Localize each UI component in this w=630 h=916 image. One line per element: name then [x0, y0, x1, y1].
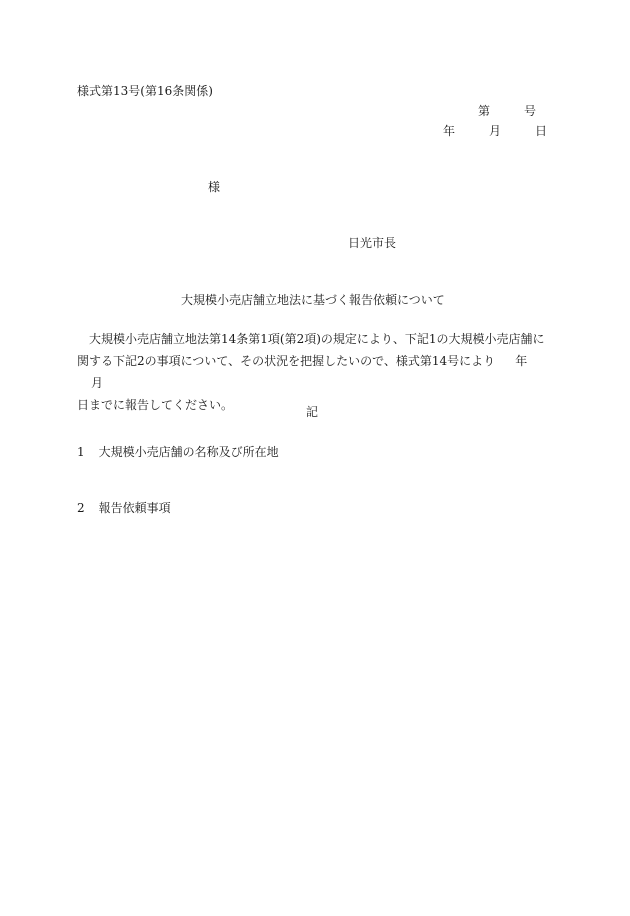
- item-number: 2: [77, 501, 85, 515]
- body-part2: 日までに報告してください。: [77, 398, 234, 412]
- list-item: [77, 445, 279, 459]
- doc-number-suffix: 号: [524, 104, 537, 118]
- item-text: 大規模小売店舗の名称及び所在地: [98, 445, 279, 459]
- body-part1: 大規模小売店舗立地法第14条第1項(第2項)の規定により、下記1の大規模小売店舗に関する下記2の事項について、その状況を把握したいので、様式第14号により: [77, 332, 545, 368]
- body-paragraph: [77, 328, 555, 416]
- ki-heading: 記: [306, 405, 319, 419]
- item-text: 報告依頼事項: [98, 501, 171, 515]
- item-number: 1: [77, 445, 85, 459]
- sender: 日光市長: [348, 236, 397, 250]
- body-year: 年: [515, 354, 528, 368]
- list-item: [77, 501, 171, 515]
- addressee: 様: [208, 180, 221, 194]
- document-number: [478, 104, 536, 118]
- date-month: 月: [489, 124, 502, 138]
- document-title: 大規模小売店舗立地法に基づく報告依頼について: [181, 293, 445, 307]
- date-year: 年: [443, 124, 456, 138]
- date-day: 日: [535, 124, 548, 138]
- doc-number-prefix: 第: [478, 104, 491, 118]
- form-number: 様式第13号(第16条関係): [77, 84, 213, 98]
- body-month: 月: [91, 376, 104, 390]
- issue-date: [443, 124, 547, 138]
